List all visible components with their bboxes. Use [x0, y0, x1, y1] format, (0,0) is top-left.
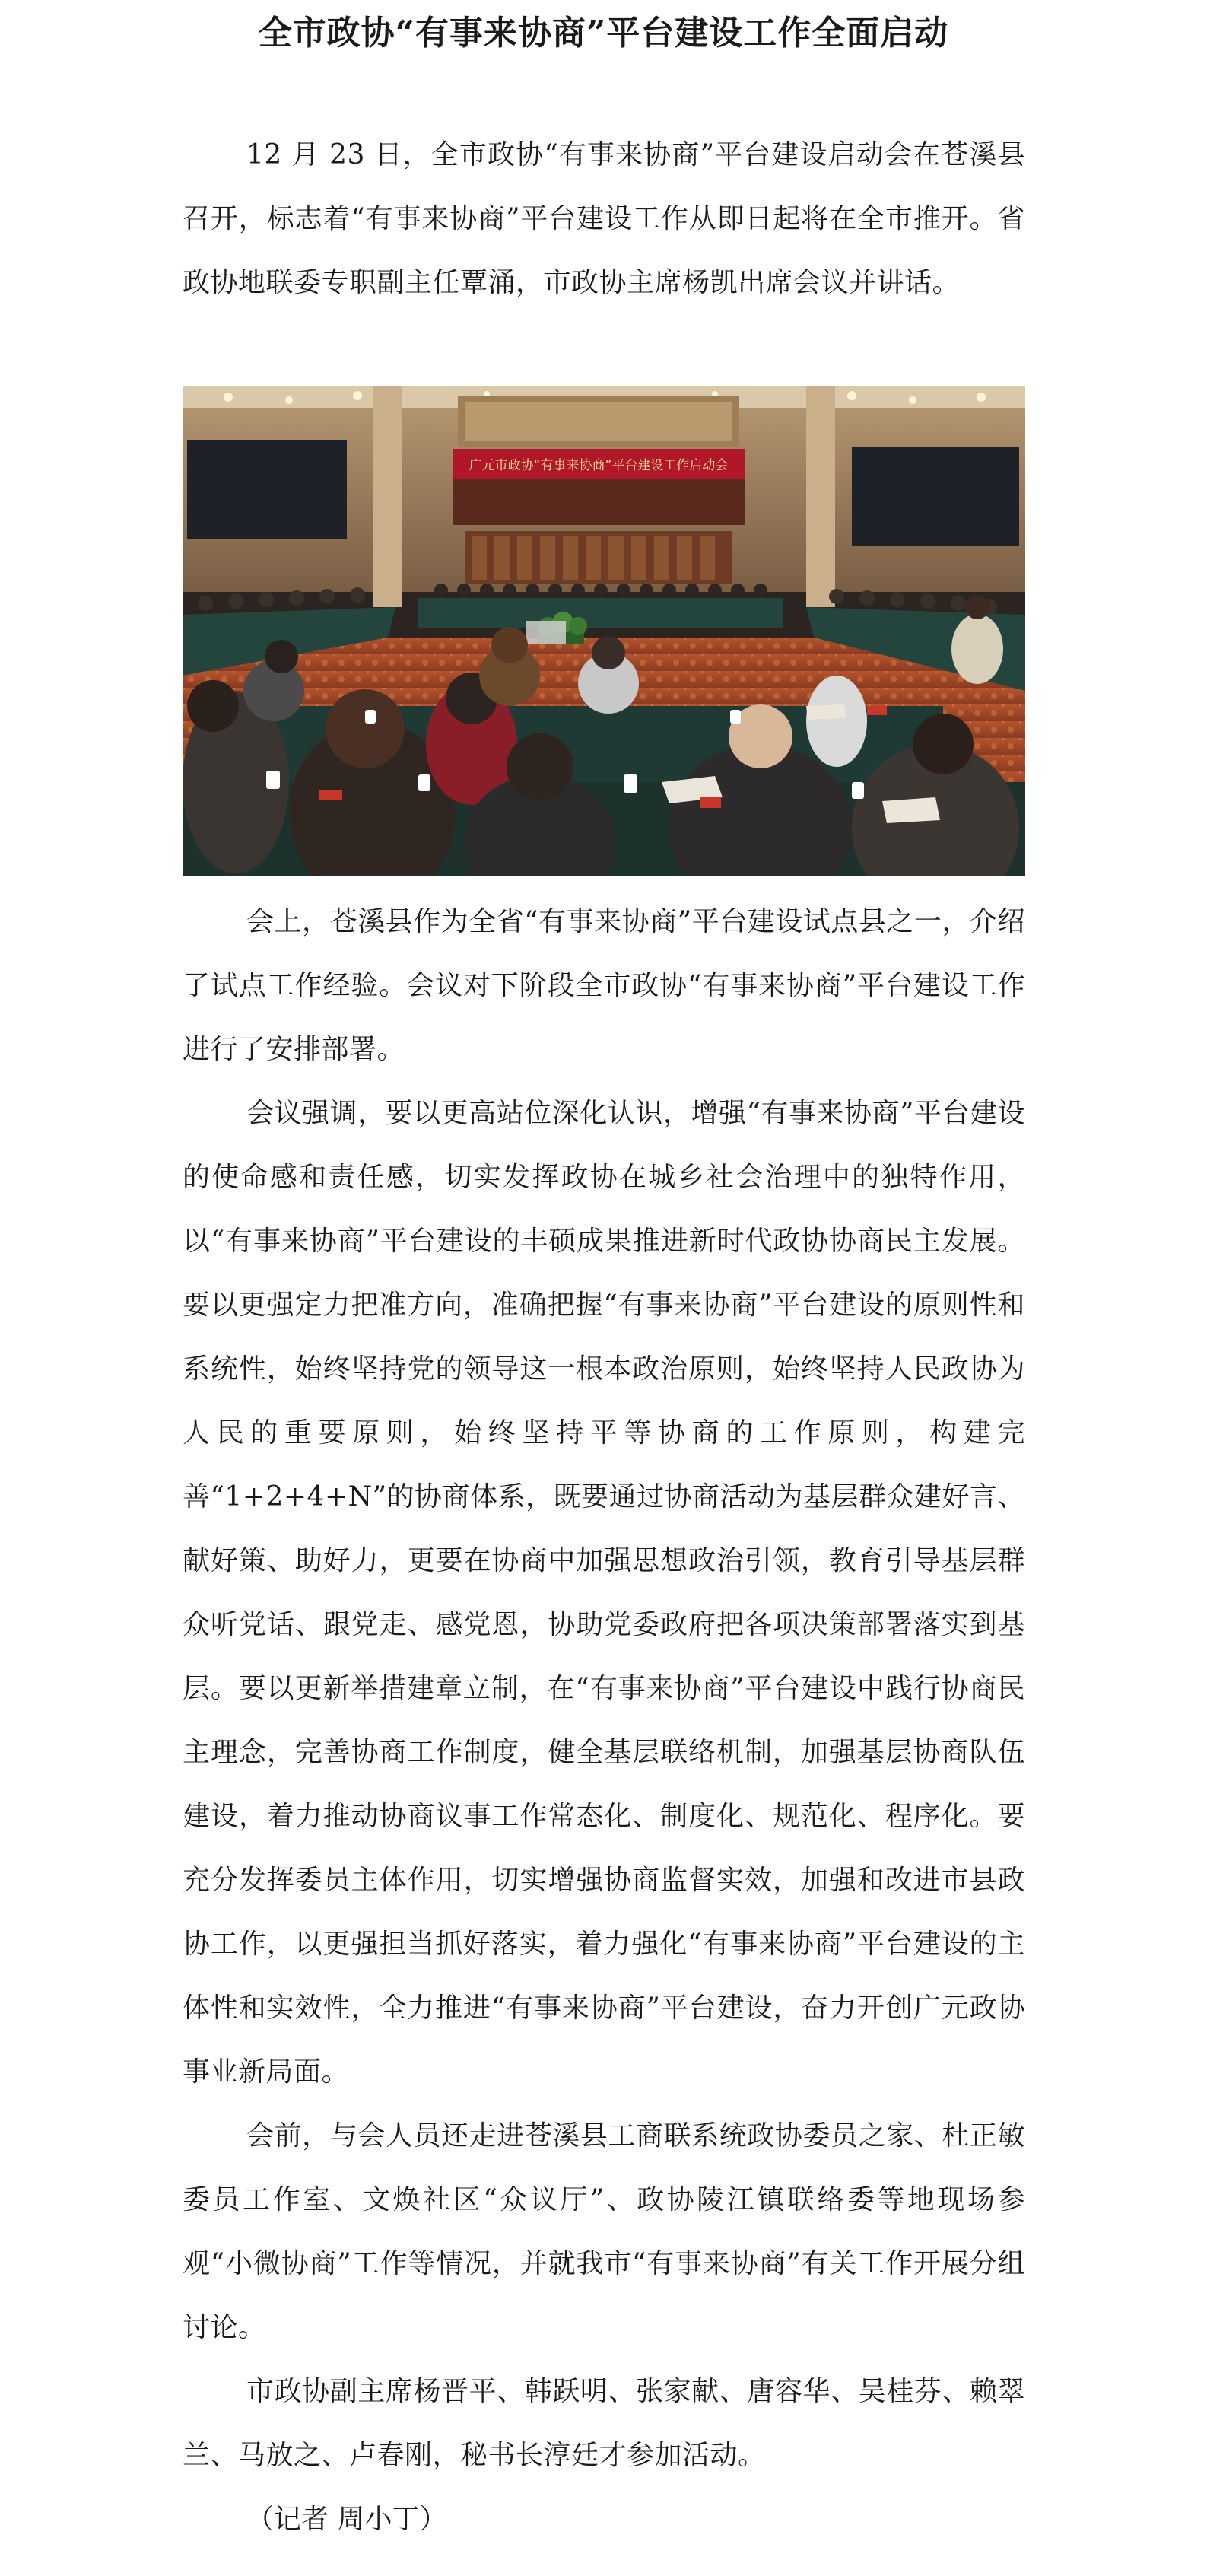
paragraph-3: 会议强调，要以更高站位深化认识，增强“有事来协商”平台建设的使命感和责任感，切实发挥政协在城乡社会治理中的独特作用，以“有事来协商”平台建设的丰硕成果推进新时代政协协商民主发展。要以更强定力把准方向，准确把握“有事来协商”平台建设的原则性和系统性，始终坚持党的领导这一根本政治原则，始终坚持人民政协为人民的重要原则，始终坚持平等协商的工作原则，构建完善“1+2+4+N”的协商体系，既要通过协商活动为基层群众建好言、献好策、助好力，更要在协商中加强思想政治引领，教育引导基层群众听党话、跟党走、感党恩，协助党委政府把各项决策部署落实到基层。要以更新举措建章立制，在“有事来协商”平台建设中践行协商民主理念，完善协商工作制度，健全基层联络机制，加强基层协商队伍建设，着力推动协商议事工作常态化、制度化、规范化、程序化。要充分发挥委员主体作用，切实增强协商监督实效，加强和改进市县政协工作，以更强担当抓好落实，着力强化“有事来协商”平台建设的主体性和实效性，全力推进“有事来协商”平台建设，奋力开创广元政协事业新局面。: [183, 1098, 1026, 2088]
paragraph-4: 会前，与会人员还走进苍溪县工商联系统政协委员之家、杜正敏委员工作室、文焕社区“众议厅”、政协陵江镇联络委等地现场参观“小微协商”工作等情况，并就我市“有事来协商”有关工作开展分组讨论。: [183, 2120, 1025, 2343]
paragraph-2: 会上，苍溪县作为全省“有事来协商”平台建设试点县之一，介绍了试点工作经验。会议对下阶段全市政协“有事来协商”平台建设工作进行了安排部署。: [183, 906, 1025, 1065]
meeting-photo-illustration: [183, 386, 1025, 876]
article-intro: [183, 123, 1025, 315]
meeting-photo: [183, 386, 1025, 876]
article-body: [183, 890, 1025, 2552]
article-title: 全市政协“有事来协商”平台建设工作全面启动: [258, 14, 949, 52]
photo-banner-text: 广元市政协“有事来协商”平台建设工作启动会: [469, 458, 729, 473]
byline: （记者 周小丁）: [246, 2504, 447, 2535]
paragraph-5: 市政协副主席杨晋平、韩跃明、张家献、唐容华、吴桂芬、赖翠兰、马放之、卢春刚，秘书长淳廷才参加活动。: [183, 2376, 1025, 2471]
paragraph-1: 12 月 23 日，全市政协“有事来协商”平台建设启动会在苍溪县召开，标志着“有事来协商”平台建设工作从即日起将在全市推开。省政协地联委专职副主任覃涌，市政协主席杨凯出席会议并讲话。: [183, 139, 1025, 298]
